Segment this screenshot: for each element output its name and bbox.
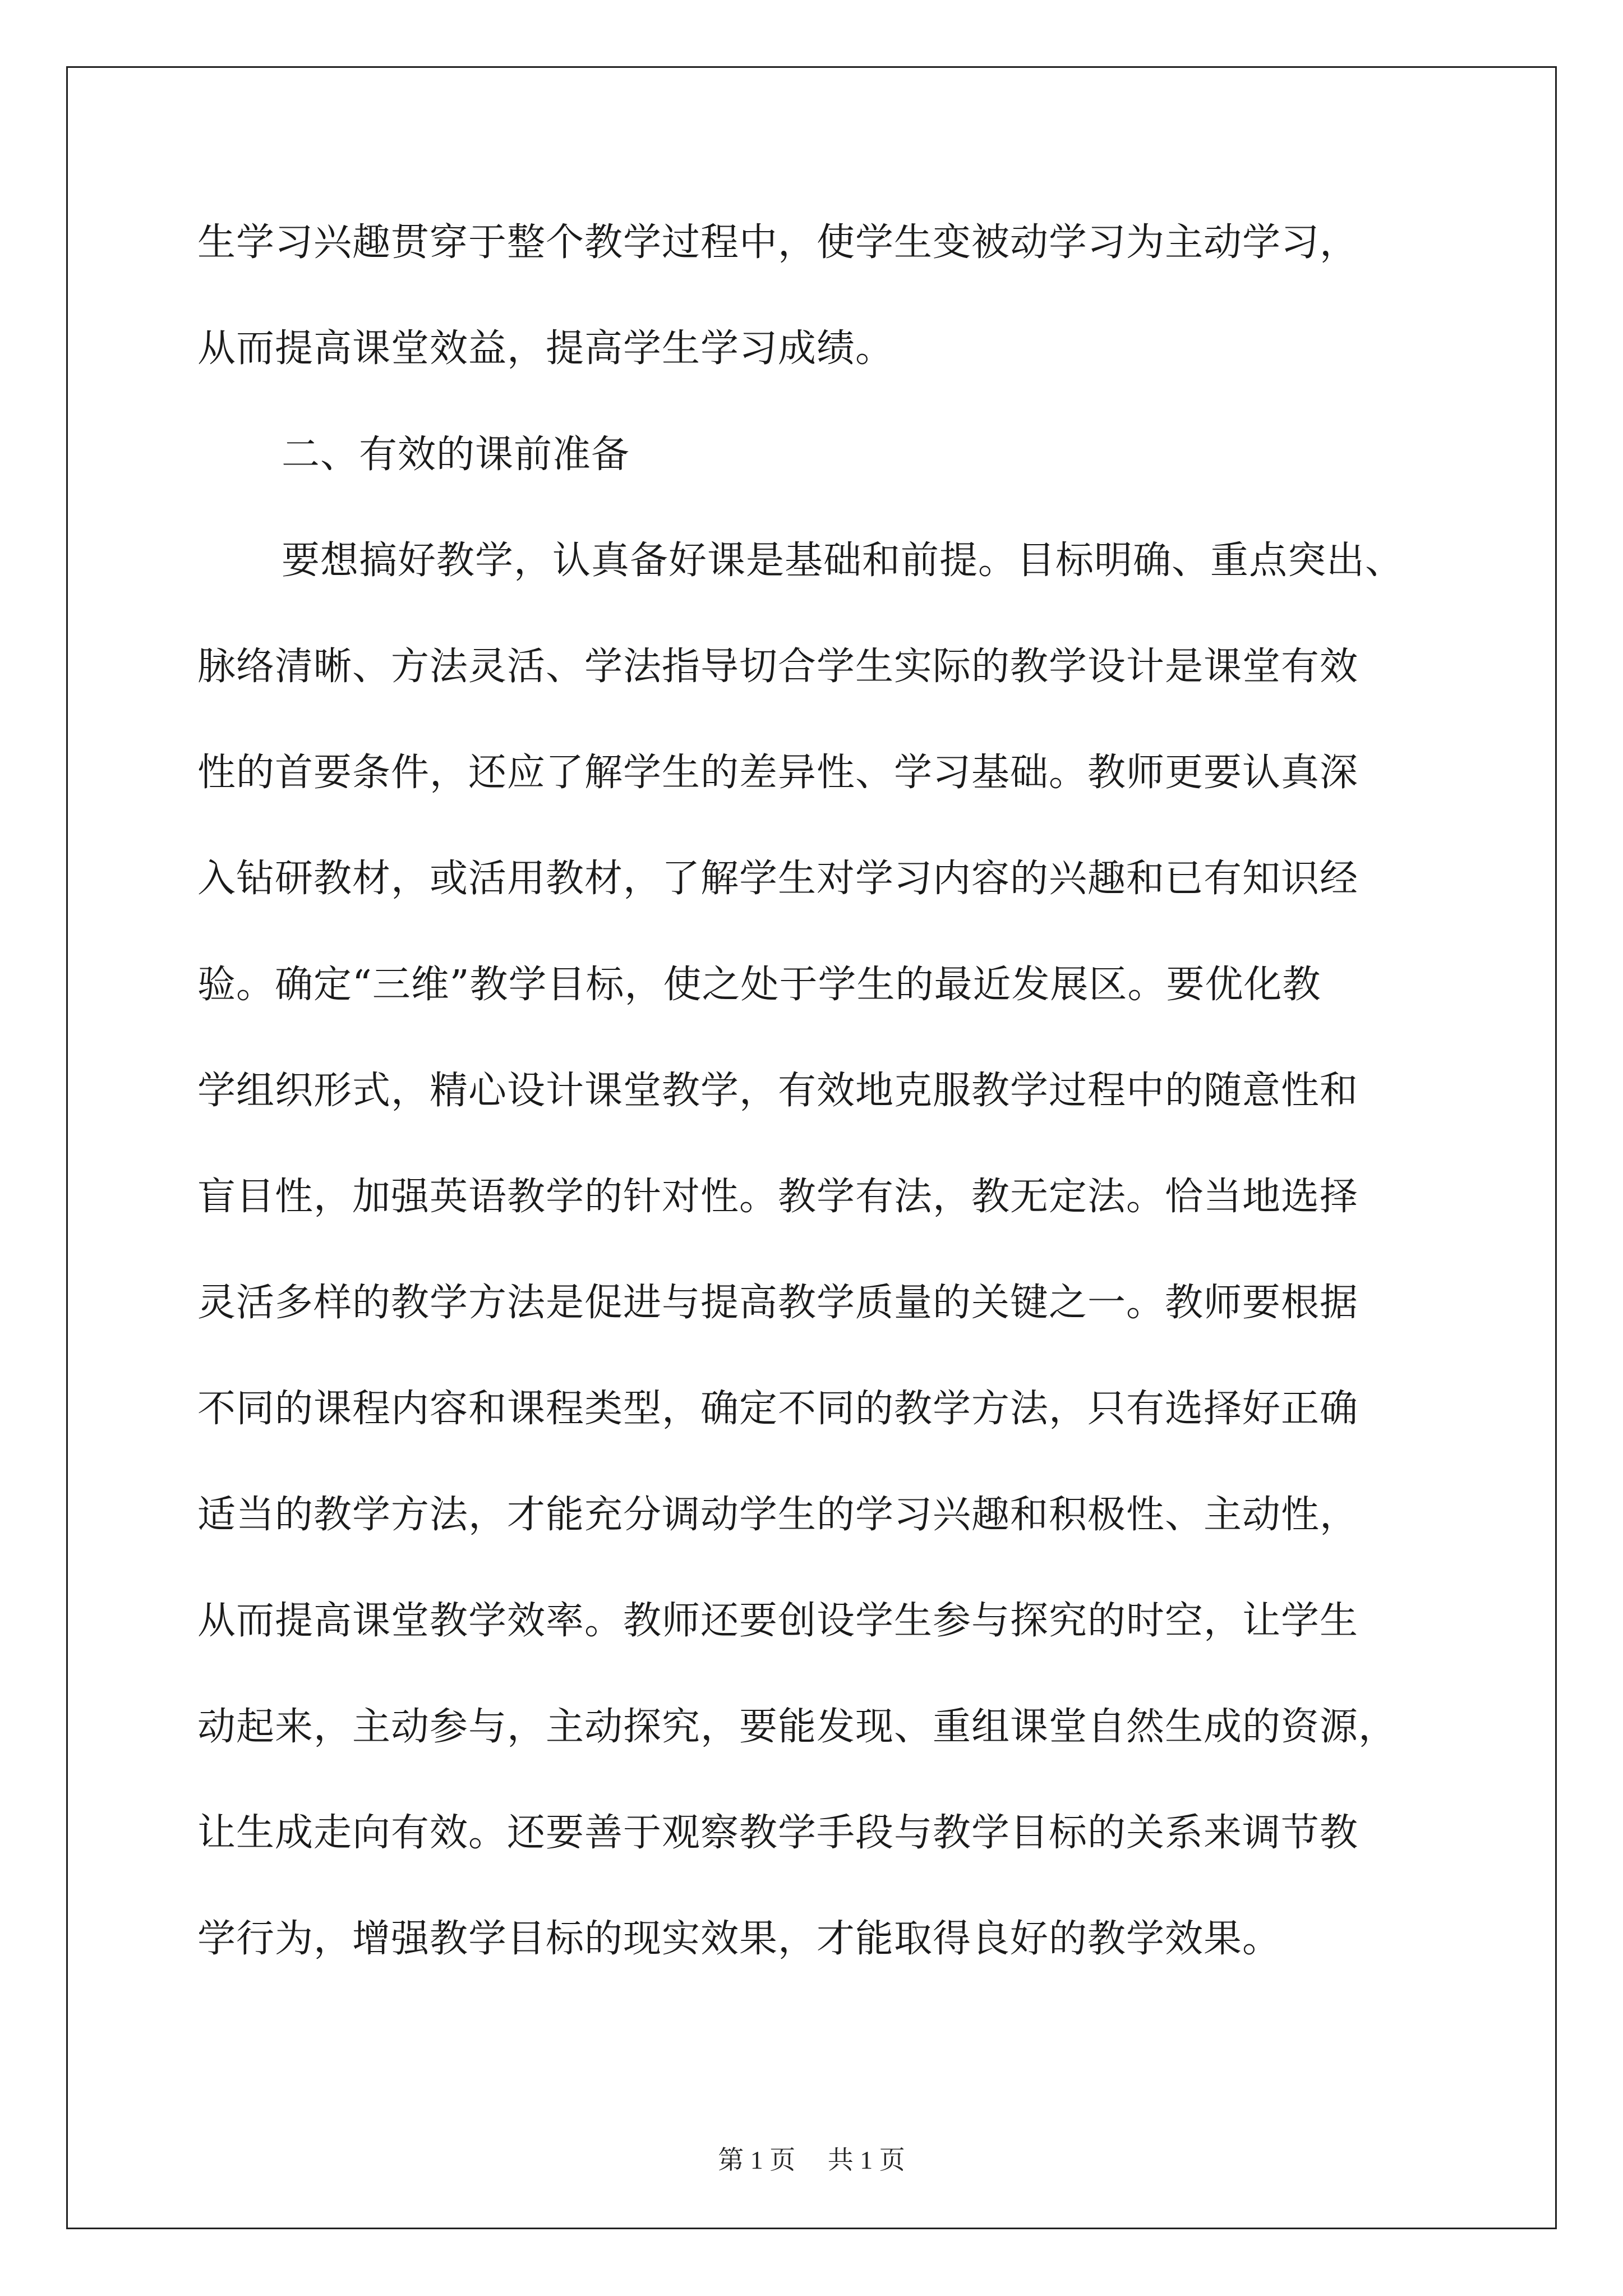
- text-line: 适当的教学方法，才能充分调动学生的学习兴趣和积极性、主动性，: [197, 1493, 1359, 1537]
- text-line: 从而提高课堂教学效率。教师还要创设学生参与探究的时空，让学生: [197, 1599, 1359, 1643]
- text-line: 学组织形式，精心设计课堂教学，有效地克服教学过程中的随意性和: [197, 1069, 1359, 1113]
- text-line: 要想搞好教学，认真备好课是基础和前提。目标明确、重点突出、: [282, 539, 1404, 583]
- text-line: 从而提高课堂效益，提高学生学习成绩。: [197, 326, 895, 371]
- document-body: [197, 222, 1482, 2024]
- page-number-footer: 第 1 页 共 1 页: [718, 2146, 905, 2174]
- text-line: 生学习兴趣贯穿于整个教学过程中，使学生变被动学习为主动学习，: [197, 220, 1359, 265]
- text-line: 脉络清晰、方法灵活、学法指导切合学生实际的教学设计是课堂有效: [197, 645, 1359, 689]
- text-line: 入钻研教材，或活用教材，了解学生对学习内容的兴趣和已有知识经: [197, 857, 1359, 901]
- text-line: 灵活多样的教学方法是促进与提高教学质量的关键之一。教师要根据: [197, 1281, 1359, 1325]
- text-line: 验。确定“三维”教学目标，使之处于学生的最近发展区。要优化教: [197, 963, 1321, 1007]
- text-line: 盲目性，加强英语教学的针对性。教学有法，教无定法。恰当地选择: [197, 1175, 1359, 1219]
- text-line: 让生成走向有效。还要善于观察教学手段与教学目标的关系来调节教: [197, 1811, 1359, 1855]
- text-line: 学行为，增强教学目标的现实效果，才能取得良好的教学效果。: [197, 1917, 1281, 1961]
- text-line: 不同的课程内容和课程类型，确定不同的教学方法，只有选择好正确: [197, 1387, 1359, 1431]
- section-heading: 二、有效的课前准备: [282, 432, 630, 477]
- text-line: 动起来，主动参与，主动探究，要能发现、重组课堂自然生成的资源，: [197, 1705, 1398, 1749]
- text-line: 性的首要条件，还应了解学生的差异性、学习基础。教师更要认真深: [197, 751, 1359, 795]
